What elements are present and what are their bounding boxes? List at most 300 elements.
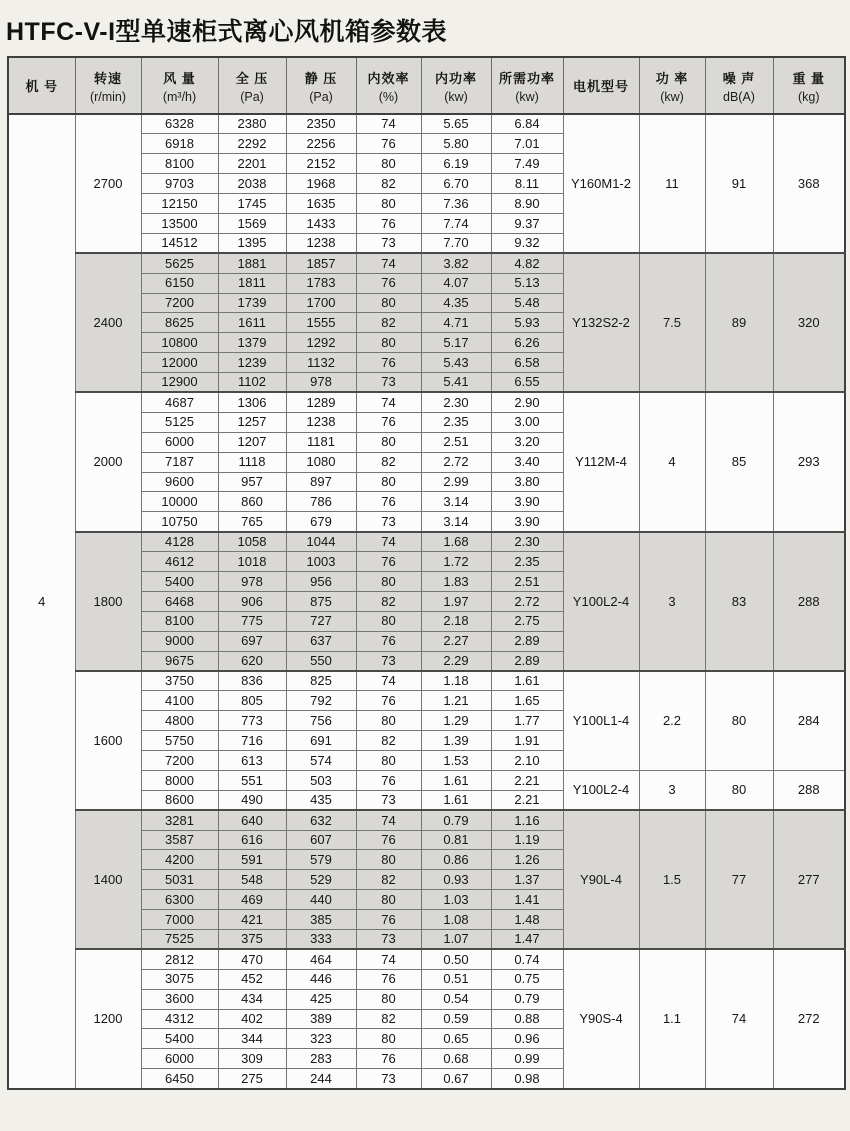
cell-required-power: 2.51 [491,571,563,591]
cell-speed: 1200 [75,949,141,1088]
cell-airflow: 8000 [141,770,218,790]
cell-airflow: 9600 [141,472,218,492]
cell-motor-model: Y100L2-4 [563,770,639,810]
cell-total-pressure: 1379 [218,333,286,353]
cell-efficiency: 76 [356,412,421,432]
cell-static-pressure: 1238 [286,233,356,253]
col-header-label: 内功率 [434,70,477,86]
cell-airflow: 12900 [141,373,218,393]
cell-airflow: 4128 [141,532,218,552]
cell-airflow: 8100 [141,611,218,631]
cell-efficiency: 74 [356,392,421,412]
col-header-label: 转速 [93,70,122,86]
col-header-unit: (kw) [660,89,684,104]
cell-static-pressure: 637 [286,631,356,651]
cell-efficiency: 82 [356,1009,421,1029]
cell-noise: 89 [705,253,773,392]
cell-total-pressure: 805 [218,691,286,711]
cell-total-pressure: 452 [218,969,286,989]
cell-internal-power: 5.65 [421,114,491,134]
cell-required-power: 1.61 [491,671,563,691]
cell-required-power: 3.90 [491,492,563,512]
cell-speed: 1800 [75,532,141,671]
cell-efficiency: 76 [356,492,421,512]
col-header-label: 全 压 [235,70,269,86]
cell-required-power: 2.72 [491,591,563,611]
cell-total-pressure: 1611 [218,313,286,333]
cell-static-pressure: 1044 [286,532,356,552]
cell-airflow: 3750 [141,671,218,691]
cell-efficiency: 76 [356,969,421,989]
cell-total-pressure: 2380 [218,114,286,134]
col-header-label: 静 压 [304,70,338,86]
cell-internal-power: 2.72 [421,452,491,472]
cell-static-pressure: 727 [286,611,356,631]
cell-motor-power: 3 [639,532,705,671]
cell-internal-power: 1.03 [421,890,491,910]
cell-static-pressure: 435 [286,790,356,810]
cell-efficiency: 82 [356,452,421,472]
cell-required-power: 7.49 [491,154,563,174]
cell-required-power: 0.99 [491,1049,563,1069]
cell-total-pressure: 470 [218,949,286,969]
cell-efficiency: 73 [356,373,421,393]
cell-static-pressure: 1181 [286,432,356,452]
cell-required-power: 2.75 [491,611,563,631]
cell-weight: 288 [773,770,845,810]
cell-static-pressure: 632 [286,810,356,830]
cell-internal-power: 7.74 [421,213,491,233]
cell-internal-power: 2.29 [421,651,491,671]
cell-total-pressure: 434 [218,989,286,1009]
cell-internal-power: 0.54 [421,989,491,1009]
cell-total-pressure: 490 [218,790,286,810]
cell-static-pressure: 244 [286,1069,356,1089]
cell-airflow: 3281 [141,810,218,830]
cell-airflow: 3600 [141,989,218,1009]
cell-internal-power: 2.18 [421,611,491,631]
cell-airflow: 6450 [141,1069,218,1089]
cell-static-pressure: 978 [286,373,356,393]
cell-internal-power: 4.35 [421,293,491,313]
col-header-airflow [141,57,218,114]
cell-total-pressure: 1811 [218,273,286,293]
cell-required-power: 0.75 [491,969,563,989]
cell-noise: 80 [705,770,773,810]
cell-internal-power: 0.86 [421,850,491,870]
cell-speed: 2000 [75,392,141,531]
cell-internal-power: 1.61 [421,790,491,810]
cell-airflow: 7200 [141,293,218,313]
cell-motor-power: 11 [639,114,705,253]
cell-required-power: 8.90 [491,194,563,214]
table-row [8,392,845,412]
col-header-required-power [491,57,563,114]
cell-static-pressure: 756 [286,711,356,731]
cell-speed: 1600 [75,671,141,810]
cell-internal-power: 5.43 [421,353,491,373]
cell-static-pressure: 446 [286,969,356,989]
cell-static-pressure: 786 [286,492,356,512]
cell-required-power: 2.10 [491,751,563,771]
cell-required-power: 6.26 [491,333,563,353]
cell-internal-power: 1.83 [421,571,491,591]
cell-internal-power: 1.29 [421,711,491,731]
cell-efficiency: 80 [356,751,421,771]
cell-total-pressure: 275 [218,1069,286,1089]
cell-total-pressure: 1257 [218,412,286,432]
cell-motor-power: 7.5 [639,253,705,392]
cell-airflow: 14512 [141,233,218,253]
col-header-total-pressure [218,57,286,114]
cell-required-power: 0.74 [491,949,563,969]
cell-efficiency: 82 [356,174,421,194]
cell-efficiency: 80 [356,194,421,214]
cell-motor-power: 1.1 [639,949,705,1088]
cell-total-pressure: 620 [218,651,286,671]
col-header-unit: dB(A) [723,89,755,104]
cell-efficiency: 76 [356,770,421,790]
cell-internal-power: 0.59 [421,1009,491,1029]
cell-efficiency: 80 [356,711,421,731]
col-header-label: 噪 声 [722,70,756,86]
cell-internal-power: 0.79 [421,810,491,830]
cell-internal-power: 1.97 [421,591,491,611]
cell-airflow: 3587 [141,830,218,850]
cell-airflow: 5400 [141,1029,218,1049]
cell-airflow: 6300 [141,890,218,910]
cell-motor-power: 1.5 [639,810,705,949]
cell-required-power: 0.88 [491,1009,563,1029]
cell-internal-power: 7.70 [421,233,491,253]
cell-total-pressure: 591 [218,850,286,870]
cell-efficiency: 74 [356,114,421,134]
table-row [8,114,845,134]
cell-airflow: 6000 [141,1049,218,1069]
cell-required-power: 1.65 [491,691,563,711]
cell-static-pressure: 1783 [286,273,356,293]
cell-efficiency: 82 [356,591,421,611]
cell-motor-model: Y90S-4 [563,949,639,1088]
cell-efficiency: 80 [356,472,421,492]
cell-internal-power: 6.70 [421,174,491,194]
col-header-label: 机 号 [25,79,59,94]
cell-internal-power: 6.19 [421,154,491,174]
cell-efficiency: 76 [356,353,421,373]
cell-total-pressure: 906 [218,591,286,611]
cell-motor-model: Y100L1-4 [563,671,639,770]
cell-static-pressure: 679 [286,512,356,532]
cell-static-pressure: 529 [286,870,356,890]
cell-static-pressure: 792 [286,691,356,711]
cell-motor-power: 3 [639,770,705,810]
col-header-label: 功 率 [655,70,689,86]
cell-airflow: 4687 [141,392,218,412]
cell-required-power: 6.55 [491,373,563,393]
cell-airflow: 4312 [141,1009,218,1029]
cell-total-pressure: 773 [218,711,286,731]
cell-internal-power: 5.41 [421,373,491,393]
cell-internal-power: 0.50 [421,949,491,969]
cell-total-pressure: 616 [218,830,286,850]
cell-static-pressure: 825 [286,671,356,691]
col-header-efficiency [356,57,421,114]
cell-airflow: 9675 [141,651,218,671]
cell-required-power: 4.82 [491,253,563,273]
cell-internal-power: 1.21 [421,691,491,711]
col-header-unit: (kg) [797,89,820,104]
cell-airflow: 5400 [141,571,218,591]
cell-noise: 85 [705,392,773,531]
cell-required-power: 6.84 [491,114,563,134]
cell-internal-power: 2.99 [421,472,491,492]
cell-efficiency: 80 [356,293,421,313]
cell-static-pressure: 1080 [286,452,356,472]
col-header-unit: (Pa) [309,89,333,104]
cell-airflow: 4200 [141,850,218,870]
cell-required-power: 2.30 [491,532,563,552]
cell-required-power: 3.40 [491,452,563,472]
cell-total-pressure: 836 [218,671,286,691]
cell-internal-power: 5.17 [421,333,491,353]
col-header-label: 所需功率 [498,70,555,86]
cell-efficiency: 74 [356,532,421,552]
col-header-unit: (%) [378,89,399,104]
cell-airflow: 2812 [141,949,218,969]
cell-total-pressure: 1395 [218,233,286,253]
cell-efficiency: 74 [356,253,421,273]
cell-total-pressure: 860 [218,492,286,512]
cell-weight: 288 [773,532,845,671]
cell-noise: 74 [705,949,773,1088]
cell-static-pressure: 1968 [286,174,356,194]
cell-efficiency: 80 [356,154,421,174]
cell-efficiency: 80 [356,333,421,353]
col-header-machine-no [8,57,75,114]
cell-efficiency: 76 [356,552,421,572]
cell-total-pressure: 1739 [218,293,286,313]
cell-airflow: 5750 [141,731,218,751]
cell-required-power: 1.41 [491,890,563,910]
cell-efficiency: 74 [356,671,421,691]
cell-airflow: 6468 [141,591,218,611]
cell-static-pressure: 607 [286,830,356,850]
cell-airflow: 4800 [141,711,218,731]
cell-airflow: 13500 [141,213,218,233]
cell-efficiency: 76 [356,631,421,651]
cell-motor-power: 4 [639,392,705,531]
cell-required-power: 3.80 [491,472,563,492]
cell-motor-model: Y160M1-2 [563,114,639,253]
cell-static-pressure: 440 [286,890,356,910]
cell-total-pressure: 1118 [218,452,286,472]
cell-speed: 2700 [75,114,141,253]
cell-total-pressure: 375 [218,930,286,950]
cell-static-pressure: 2256 [286,134,356,154]
cell-internal-power: 3.14 [421,492,491,512]
cell-required-power: 0.98 [491,1069,563,1089]
cell-efficiency: 80 [356,432,421,452]
cell-static-pressure: 464 [286,949,356,969]
cell-efficiency: 76 [356,1049,421,1069]
cell-efficiency: 76 [356,830,421,850]
cell-airflow: 5625 [141,253,218,273]
cell-airflow: 6150 [141,273,218,293]
cell-airflow: 10000 [141,492,218,512]
cell-required-power: 2.89 [491,651,563,671]
cell-internal-power: 0.67 [421,1069,491,1089]
cell-total-pressure: 640 [218,810,286,830]
cell-efficiency: 73 [356,1069,421,1089]
cell-efficiency: 74 [356,810,421,830]
cell-static-pressure: 1292 [286,333,356,353]
cell-total-pressure: 1207 [218,432,286,452]
cell-internal-power: 2.35 [421,412,491,432]
cell-internal-power: 2.27 [421,631,491,651]
cell-efficiency: 76 [356,273,421,293]
cell-static-pressure: 550 [286,651,356,671]
cell-efficiency: 73 [356,930,421,950]
cell-total-pressure: 2292 [218,134,286,154]
cell-total-pressure: 697 [218,631,286,651]
cell-airflow: 9000 [141,631,218,651]
cell-required-power: 1.91 [491,731,563,751]
cell-weight: 272 [773,949,845,1088]
cell-required-power: 9.32 [491,233,563,253]
header-row [8,57,845,114]
cell-airflow: 12150 [141,194,218,214]
cell-internal-power: 4.07 [421,273,491,293]
cell-required-power: 1.26 [491,850,563,870]
cell-efficiency: 82 [356,313,421,333]
cell-weight: 368 [773,114,845,253]
cell-total-pressure: 1102 [218,373,286,393]
cell-airflow: 10750 [141,512,218,532]
cell-airflow: 12000 [141,353,218,373]
cell-efficiency: 76 [356,691,421,711]
table-header [8,57,845,114]
cell-efficiency: 80 [356,1029,421,1049]
col-header-unit: (kw) [515,89,539,104]
cell-static-pressure: 1289 [286,392,356,412]
cell-static-pressure: 385 [286,910,356,930]
cell-efficiency: 80 [356,571,421,591]
cell-airflow: 6918 [141,134,218,154]
cell-internal-power: 1.08 [421,910,491,930]
cell-internal-power: 1.39 [421,731,491,751]
col-header-label: 电机型号 [572,79,629,94]
col-header-unit: (m³/h) [162,89,197,104]
col-header-static-pressure [286,57,356,114]
cell-motor-power: 2.2 [639,671,705,770]
cell-required-power: 6.58 [491,353,563,373]
col-header-internal-power [421,57,491,114]
cell-total-pressure: 309 [218,1049,286,1069]
cell-static-pressure: 1700 [286,293,356,313]
cell-total-pressure: 2038 [218,174,286,194]
cell-total-pressure: 613 [218,751,286,771]
cell-required-power: 9.37 [491,213,563,233]
cell-static-pressure: 1555 [286,313,356,333]
cell-required-power: 1.19 [491,830,563,850]
cell-static-pressure: 389 [286,1009,356,1029]
cell-static-pressure: 2350 [286,114,356,134]
cell-required-power: 2.89 [491,631,563,651]
col-header-noise [705,57,773,114]
table-row [8,810,845,830]
cell-static-pressure: 574 [286,751,356,771]
col-header-unit: (kw) [444,89,468,104]
cell-static-pressure: 1003 [286,552,356,572]
cell-total-pressure: 1881 [218,253,286,273]
cell-static-pressure: 1433 [286,213,356,233]
cell-noise: 77 [705,810,773,949]
cell-internal-power: 1.72 [421,552,491,572]
cell-airflow: 10800 [141,333,218,353]
cell-airflow: 9703 [141,174,218,194]
cell-total-pressure: 1239 [218,353,286,373]
cell-airflow: 6000 [141,432,218,452]
cell-internal-power: 0.68 [421,1049,491,1069]
cell-static-pressure: 875 [286,591,356,611]
cell-efficiency: 73 [356,651,421,671]
cell-weight: 284 [773,671,845,770]
col-header-weight [773,57,845,114]
cell-total-pressure: 1569 [218,213,286,233]
cell-weight: 277 [773,810,845,949]
cell-airflow: 7200 [141,751,218,771]
cell-noise: 80 [705,671,773,770]
parameters-table [7,56,846,1090]
cell-noise: 91 [705,114,773,253]
cell-total-pressure: 1306 [218,392,286,412]
cell-internal-power: 1.53 [421,751,491,771]
cell-internal-power: 1.61 [421,770,491,790]
cell-efficiency: 76 [356,910,421,930]
cell-internal-power: 5.80 [421,134,491,154]
col-header-unit: (Pa) [240,89,264,104]
cell-motor-model: Y90L-4 [563,810,639,949]
cell-required-power: 3.20 [491,432,563,452]
cell-airflow: 4612 [141,552,218,572]
col-header-motor-power [639,57,705,114]
cell-required-power: 2.21 [491,790,563,810]
col-header-unit: (r/min) [89,89,127,104]
cell-static-pressure: 579 [286,850,356,870]
cell-static-pressure: 425 [286,989,356,1009]
cell-total-pressure: 1745 [218,194,286,214]
cell-total-pressure: 957 [218,472,286,492]
cell-total-pressure: 775 [218,611,286,631]
cell-internal-power: 1.68 [421,532,491,552]
cell-internal-power: 0.93 [421,870,491,890]
cell-motor-model: Y100L2-4 [563,532,639,671]
cell-internal-power: 2.51 [421,432,491,452]
cell-efficiency: 82 [356,870,421,890]
cell-required-power: 0.79 [491,989,563,1009]
cell-efficiency: 76 [356,213,421,233]
cell-efficiency: 80 [356,611,421,631]
cell-airflow: 8625 [141,313,218,333]
col-header-motor-model [563,57,639,114]
cell-noise: 83 [705,532,773,671]
cell-airflow: 3075 [141,969,218,989]
cell-efficiency: 73 [356,233,421,253]
cell-efficiency: 74 [356,949,421,969]
col-header-label: 重 量 [792,70,826,86]
cell-airflow: 7187 [141,452,218,472]
cell-static-pressure: 2152 [286,154,356,174]
